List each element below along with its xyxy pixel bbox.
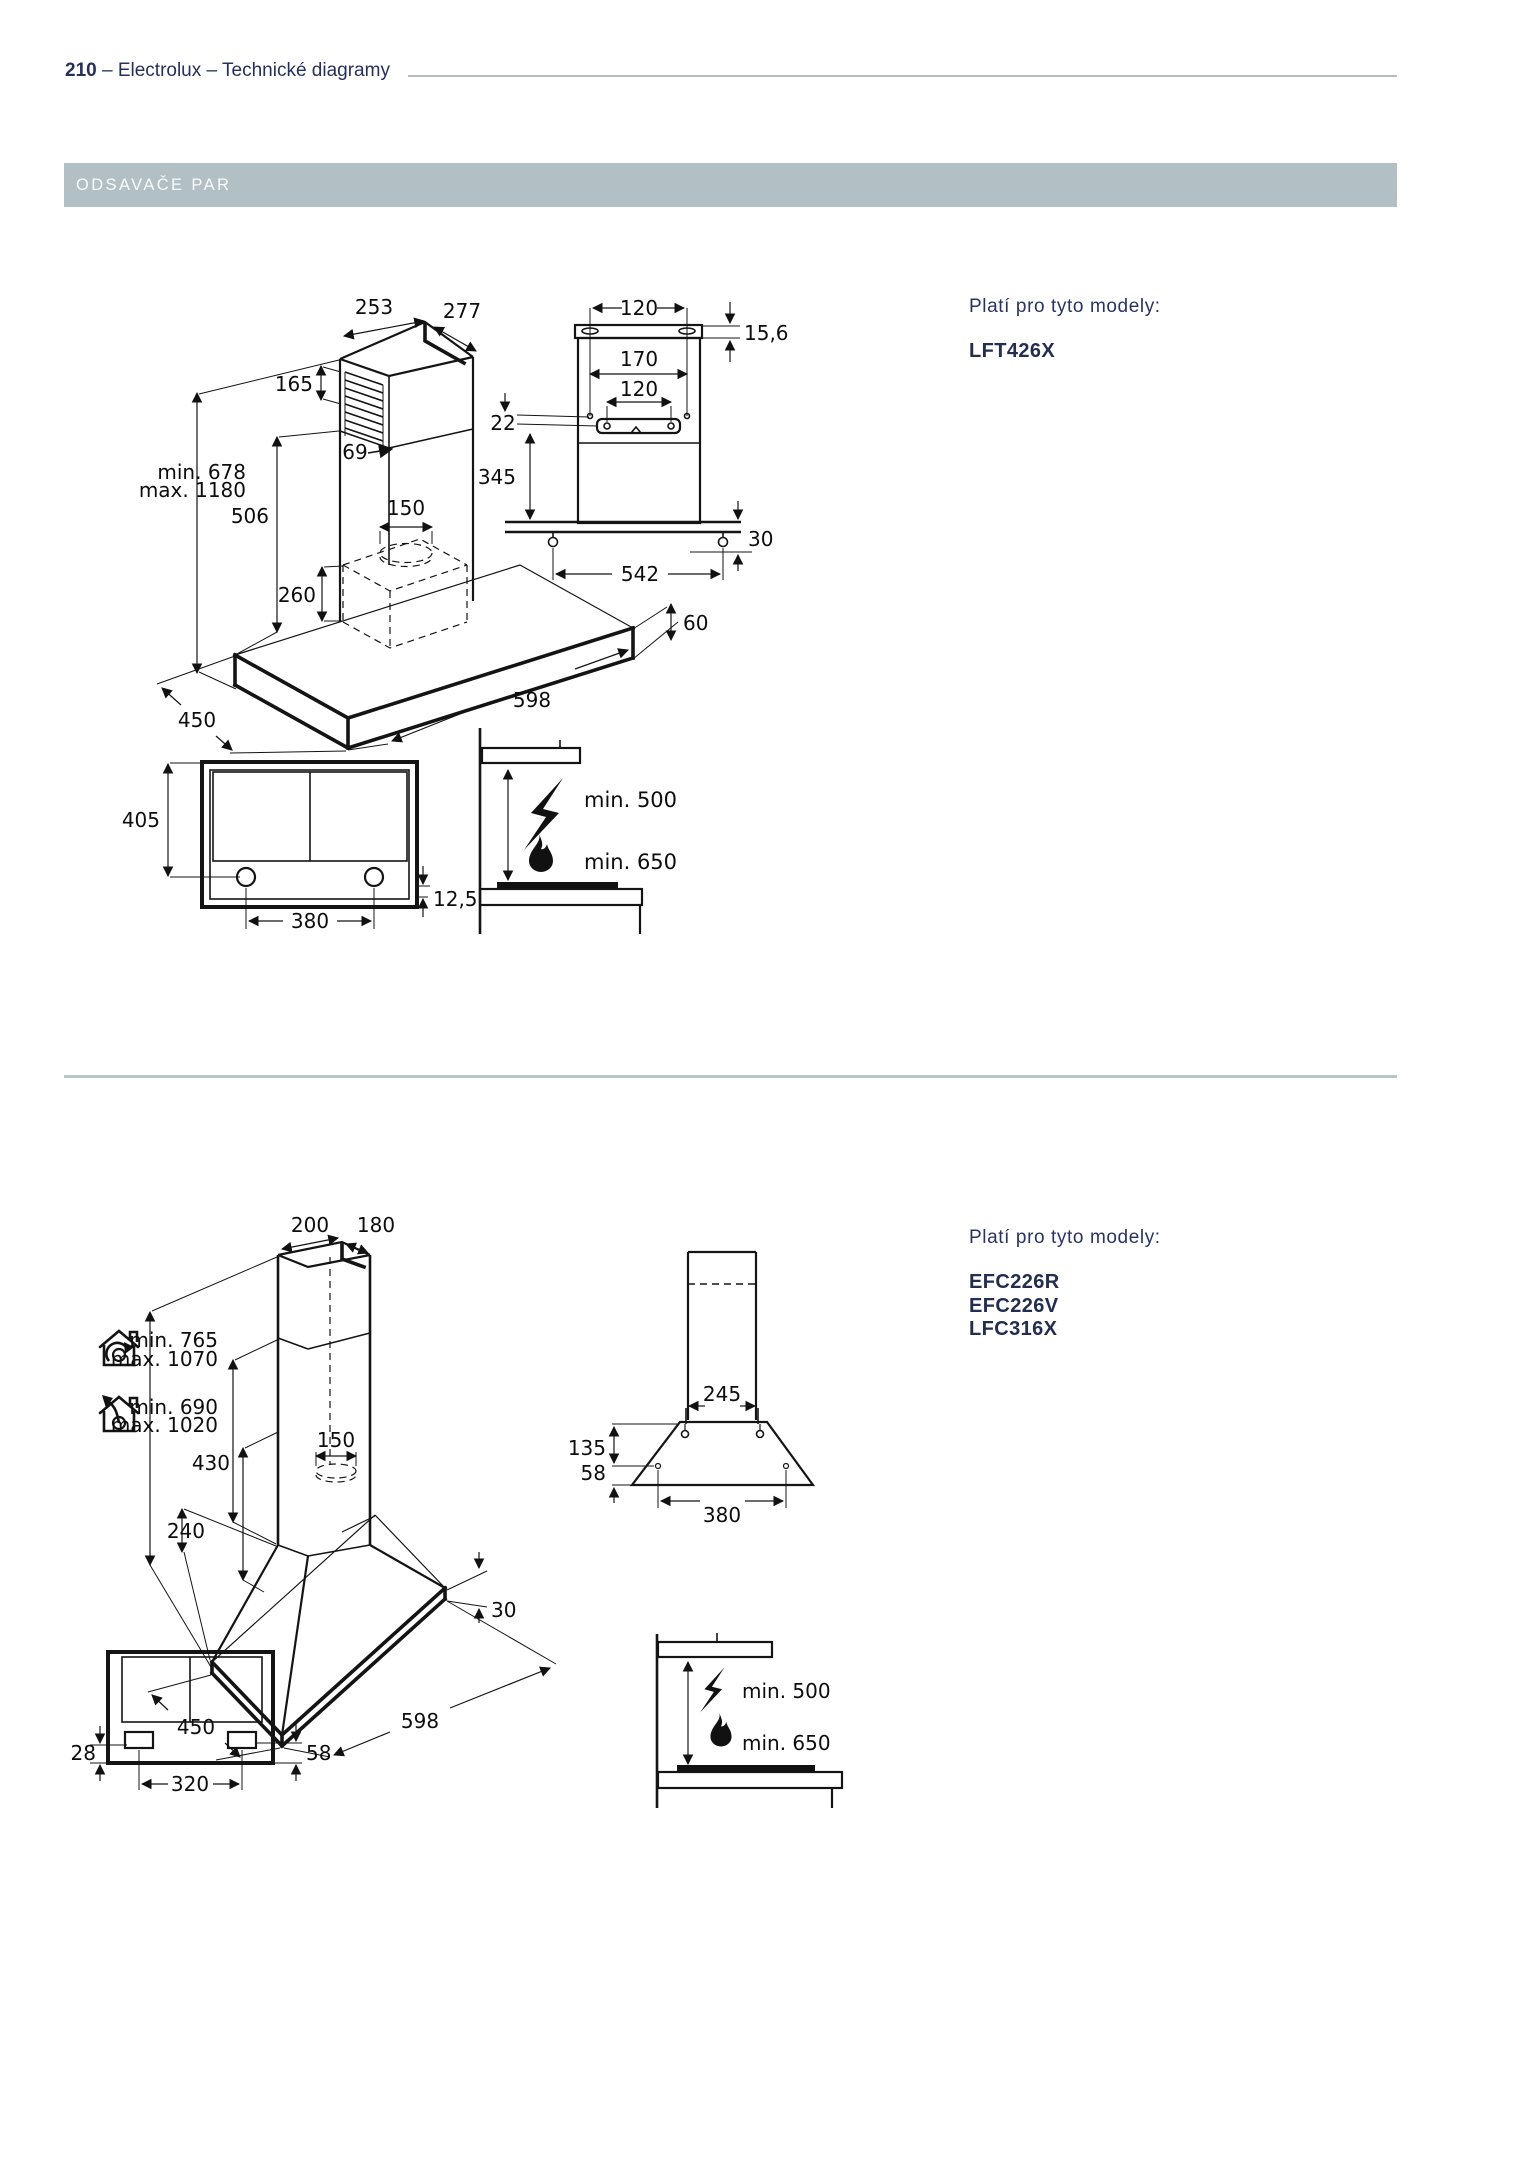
dim-min690: min. 690 <box>129 1395 218 1419</box>
mounting-bracket-view <box>478 296 789 586</box>
clearance-electric-label-1: min. 500 <box>584 788 678 812</box>
dim-120-inner: 120 <box>619 377 659 401</box>
page-number: 210 <box>65 60 97 81</box>
dim-15-6: 15,6 <box>744 321 789 345</box>
model-name: LFC316X <box>969 1318 1058 1340</box>
dim-320: 320 <box>170 1772 210 1796</box>
dim-max1020: max. 1020 <box>110 1413 218 1437</box>
dim-405: 405 <box>121 808 160 832</box>
dim-58-front: 58 <box>580 1461 606 1485</box>
dim-max1180: max. 1180 <box>138 478 246 502</box>
filter-housing-dashed <box>343 539 467 648</box>
flame-icon <box>710 1713 731 1746</box>
dim-430: 430 <box>191 1451 230 1475</box>
model-name: EFC226V <box>969 1294 1059 1317</box>
page-title: – Electrolux – Technické diagramy <box>101 60 390 81</box>
dim-260: 260 <box>277 583 316 607</box>
dim-min765: min. 765 <box>129 1328 218 1352</box>
dim-180: 180 <box>356 1213 396 1237</box>
models-label-1: Platí pro tyto modely: <box>969 296 1161 317</box>
model-name: EFC226R <box>969 1271 1060 1293</box>
dim-542: 542 <box>620 562 660 586</box>
models-label-2: Platí pro tyto modely: <box>969 1227 1161 1248</box>
dim-150-2: 150 <box>316 1428 356 1452</box>
pyramid-hood-front-view <box>568 1252 813 1527</box>
dim-max1070: max. 1070 <box>110 1347 218 1371</box>
dim-450-2: 450 <box>176 1715 216 1739</box>
dim-165: 165 <box>274 372 313 396</box>
model-name: LFT426X <box>969 340 1056 362</box>
clearance-gas-label-2: min. 650 <box>742 1731 831 1755</box>
dim-12-5: 12,5 <box>433 887 478 911</box>
dim-200: 200 <box>290 1213 330 1237</box>
clearance-gas-label-1: min. 650 <box>584 850 678 874</box>
dim-30-base: 30 <box>491 1598 517 1622</box>
dim-380-2: 380 <box>702 1503 742 1527</box>
dim-253: 253 <box>354 295 394 319</box>
section-header-label: ODSAVAČE PAR <box>76 176 232 194</box>
dim-30-bracket: 30 <box>748 527 774 551</box>
dim-450: 450 <box>177 708 217 732</box>
clearance-diagram-2 <box>657 1633 842 1808</box>
lightning-bolt-icon <box>524 778 563 850</box>
vent-grille <box>345 372 383 441</box>
dim-28: 28 <box>70 1741 96 1765</box>
dim-69: 69 <box>342 440 368 464</box>
lightning-bolt-icon <box>700 1667 725 1712</box>
dim-22: 22 <box>490 411 516 435</box>
clearance-electric-label-2: min. 500 <box>742 1679 831 1703</box>
dim-170: 170 <box>619 347 659 371</box>
dim-60: 60 <box>683 611 709 635</box>
dim-380: 380 <box>290 909 330 933</box>
dim-240: 240 <box>166 1519 205 1543</box>
iso-view-pyramid-hood <box>100 1213 556 1760</box>
dim-598-2: 598 <box>400 1709 440 1733</box>
hood-underside-view <box>122 762 478 933</box>
dim-min678: min. 678 <box>157 460 246 484</box>
dim-345: 345 <box>477 465 516 489</box>
dim-150: 150 <box>386 496 426 520</box>
dim-598: 598 <box>512 688 552 712</box>
dim-58-top: 58 <box>306 1741 332 1765</box>
clearance-diagram-1 <box>480 728 677 934</box>
dim-506: 506 <box>230 504 269 528</box>
dim-245: 245 <box>702 1382 742 1406</box>
dim-120-top: 120 <box>619 296 659 320</box>
dim-135: 135 <box>567 1436 606 1460</box>
dim-277: 277 <box>442 299 482 323</box>
